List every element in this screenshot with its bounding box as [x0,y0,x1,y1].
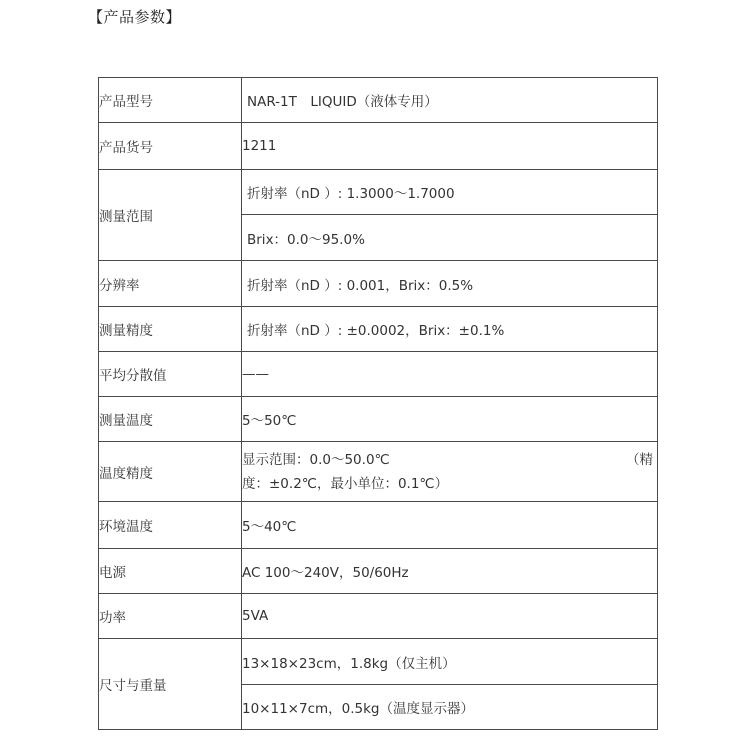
temp-precision-line-2: 度：±0.2℃，最小单位：0.1℃） [242,475,449,492]
row-value-resolution: 折射率（nD ）: 0.001，Brix：0.5% [242,261,658,307]
table-row [99,397,658,442]
row-value-model: NAR-1T LIQUID（液体专用） [242,78,658,123]
table-row [99,442,658,502]
table-row [99,261,658,307]
row-label-resolution: 分辨率 [99,261,242,307]
table-row [99,502,658,549]
row-label-model: 产品型号 [99,78,242,123]
table-row [99,594,658,639]
row-label-power: 功率 [99,594,242,639]
row-value-range-2: Brix：0.0～95.0% [242,215,658,261]
row-label-item-no: 产品货号 [99,123,242,170]
row-label-size-weight: 尺寸与重量 [99,639,242,730]
row-value-power: 5VA [242,594,658,639]
row-label-accuracy: 测量精度 [99,307,242,352]
table-row [99,170,658,215]
row-value-accuracy: 折射率（nD ）: ±0.0002，Brix：±0.1% [242,307,658,352]
table-row [99,549,658,594]
row-label-dispersion: 平均分散值 [99,352,242,397]
row-label-env-temp: 环境温度 [99,502,242,549]
section-title: 【产品参数】 [88,8,182,26]
row-value-temp: 5～50℃ [242,397,658,442]
row-value-temp-precision [242,442,658,502]
row-label-range: 测量范围 [99,170,242,261]
row-value-size-weight-2: 10×11×7cm，0.5kg（温度显示器） [242,685,658,730]
table-row [99,639,658,685]
row-value-power-supply: AC 100～240V，50/60Hz [242,549,658,594]
row-value-range-1: 折射率（nD ）: 1.3000～1.7000 [242,170,658,215]
row-label-temp-precision: 温度精度 [99,442,242,502]
spec-table [98,77,658,730]
table-row [99,78,658,123]
table-row [99,307,658,352]
table-row [99,352,658,397]
row-value-dispersion: —— [242,352,658,397]
row-label-power-supply: 电源 [99,549,242,594]
row-value-item-no: 1211 [242,123,658,170]
row-value-env-temp: 5～40℃ [242,502,658,549]
temp-precision-line-1b: （精 [626,451,653,468]
temp-precision-line-1a: 显示范围：0.0～50.0℃ [242,451,390,468]
row-label-temp: 测量温度 [99,397,242,442]
row-value-size-weight-1: 13×18×23cm，1.8kg（仅主机） [242,639,658,685]
table-row [99,123,658,170]
